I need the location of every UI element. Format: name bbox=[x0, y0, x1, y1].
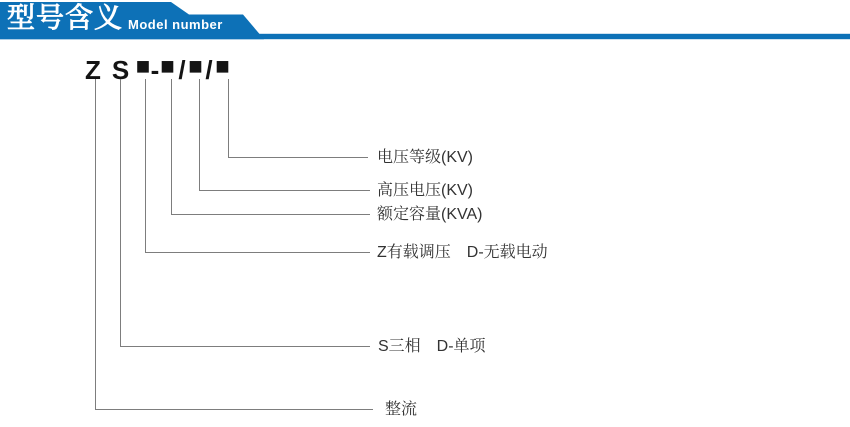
page-subtitle: Model number bbox=[128, 17, 223, 32]
model-square-3: ■ bbox=[188, 53, 203, 80]
model-square-2: ■ bbox=[160, 53, 175, 80]
model-dash: - bbox=[150, 55, 160, 85]
model-char-z: Z bbox=[85, 55, 101, 85]
model-square-4: ■ bbox=[215, 53, 230, 80]
model-slash-1: / bbox=[178, 55, 186, 85]
connector-line-voltage-class bbox=[229, 79, 369, 158]
model-char-s: S bbox=[111, 55, 130, 85]
connector-line-regulation bbox=[146, 79, 371, 253]
label-rectifier: 整流 bbox=[385, 401, 418, 418]
model-slash-2: / bbox=[205, 55, 213, 85]
label-regulation: Z有载调压 D-无载电动 bbox=[377, 244, 548, 261]
connector-line-rated-capacity bbox=[172, 79, 371, 215]
page-title: 型号含义 bbox=[7, 2, 124, 33]
label-rated-capacity: 额定容量(KVA) bbox=[377, 206, 483, 223]
label-voltage-class: 电压等级(KV) bbox=[377, 149, 474, 166]
connector-line-rectifier bbox=[96, 79, 374, 410]
model-square-1: ■ bbox=[135, 53, 151, 80]
label-phase: S三相 D-单项 bbox=[378, 338, 486, 355]
connector-line-hv-voltage bbox=[200, 79, 371, 191]
connector-line-phase bbox=[121, 79, 371, 347]
label-hv-voltage: 高压电压(KV) bbox=[377, 182, 474, 199]
